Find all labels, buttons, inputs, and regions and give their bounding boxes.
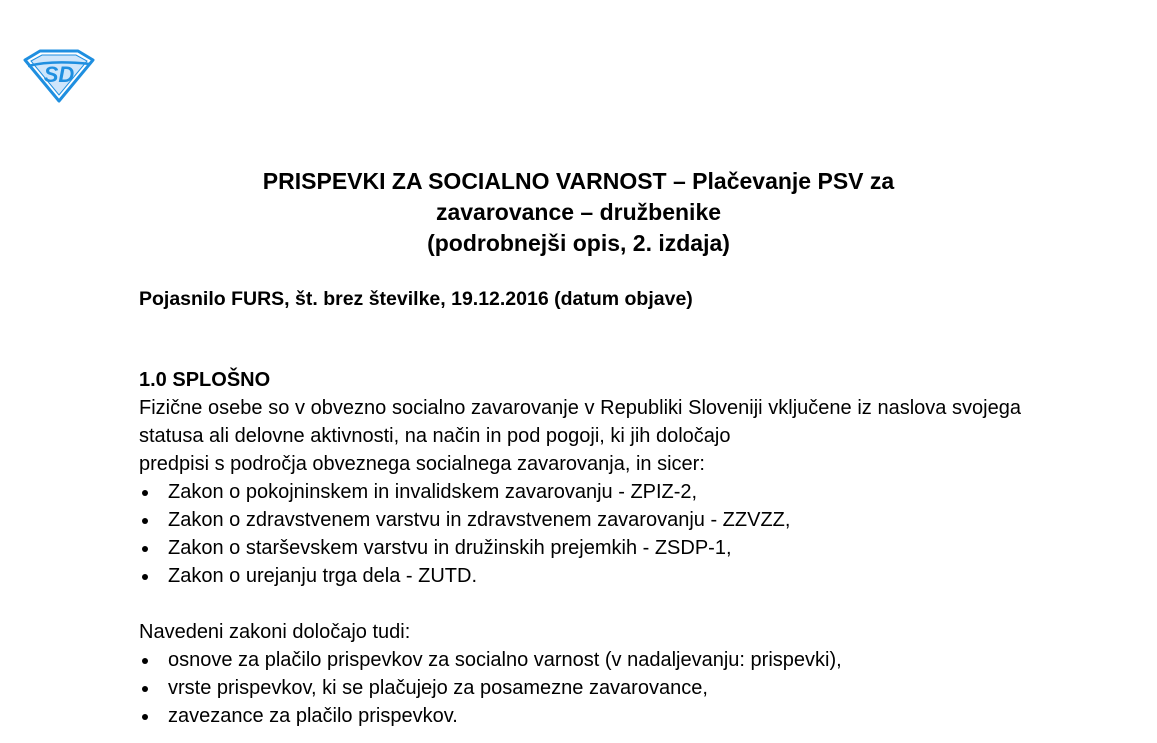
bullet-icon (142, 546, 148, 552)
document-title (0, 166, 1157, 259)
bullet-icon (142, 658, 148, 664)
bullet-icon (142, 714, 148, 720)
intro-paragraph-end: predpisi s področja obveznega socialnega zavarovanja, in sicer: (139, 453, 705, 475)
title-line-3: (podrobnejši opis, 2. izdaja) (427, 230, 730, 256)
bullet-icon (142, 686, 148, 692)
bullet-icon (142, 574, 148, 580)
section-general (139, 366, 1021, 730)
list-item: Zakon o pokojninskem in invalidskem zavarovanju - ZPIZ-2, (139, 478, 1021, 506)
list-item: Zakon o starševskem varstvu in družinskih prejemkih - ZSDP-1, (139, 534, 1021, 562)
title-line-2: zavarovance – družbenike (435, 199, 722, 225)
list-item: zavezance za plačilo prispevkov. (139, 702, 1021, 730)
laws-list (139, 478, 1021, 590)
bullet-icon (142, 490, 148, 496)
list-item: Zakon o zdravstvenem varstvu in zdravstvenem zavarovanju - ZZVZZ, (139, 506, 1021, 534)
paragraph-gap (139, 590, 1021, 618)
sd-logo (22, 48, 96, 104)
list-item: vrste prispevkov, ki se plačujejo za posamezne zavarovance, (139, 674, 1021, 702)
list-item: osnove za plačilo prispevkov za socialno varnost (v nadaljevanju: prispevki), (139, 646, 1021, 674)
contributions-list (139, 646, 1021, 730)
title-line-1: PRISPEVKI ZA SOCIALNO VARNOST – Plačevanje PSV za (262, 168, 895, 194)
second-paragraph: Navedeni zakoni določajo tudi: (139, 621, 411, 643)
logo-lettering: SD (43, 62, 75, 87)
document-subtitle: Pojasnilo FURS, št. brez številke, 19.12.2016 (datum objave) (139, 288, 693, 310)
list-item: Zakon o urejanju trga dela - ZUTD. (139, 562, 1021, 590)
intro-paragraph: Fizične osebe so v obvezno socialno zavarovanje v Republiki Sloveniji vključene iz naslova svojega statusa ali delovne aktivnosti, na način in pod pogoji, ki jih določajo (139, 397, 1021, 447)
section-heading: 1.0 SPLOŠNO (139, 369, 271, 391)
bullet-icon (142, 518, 148, 524)
